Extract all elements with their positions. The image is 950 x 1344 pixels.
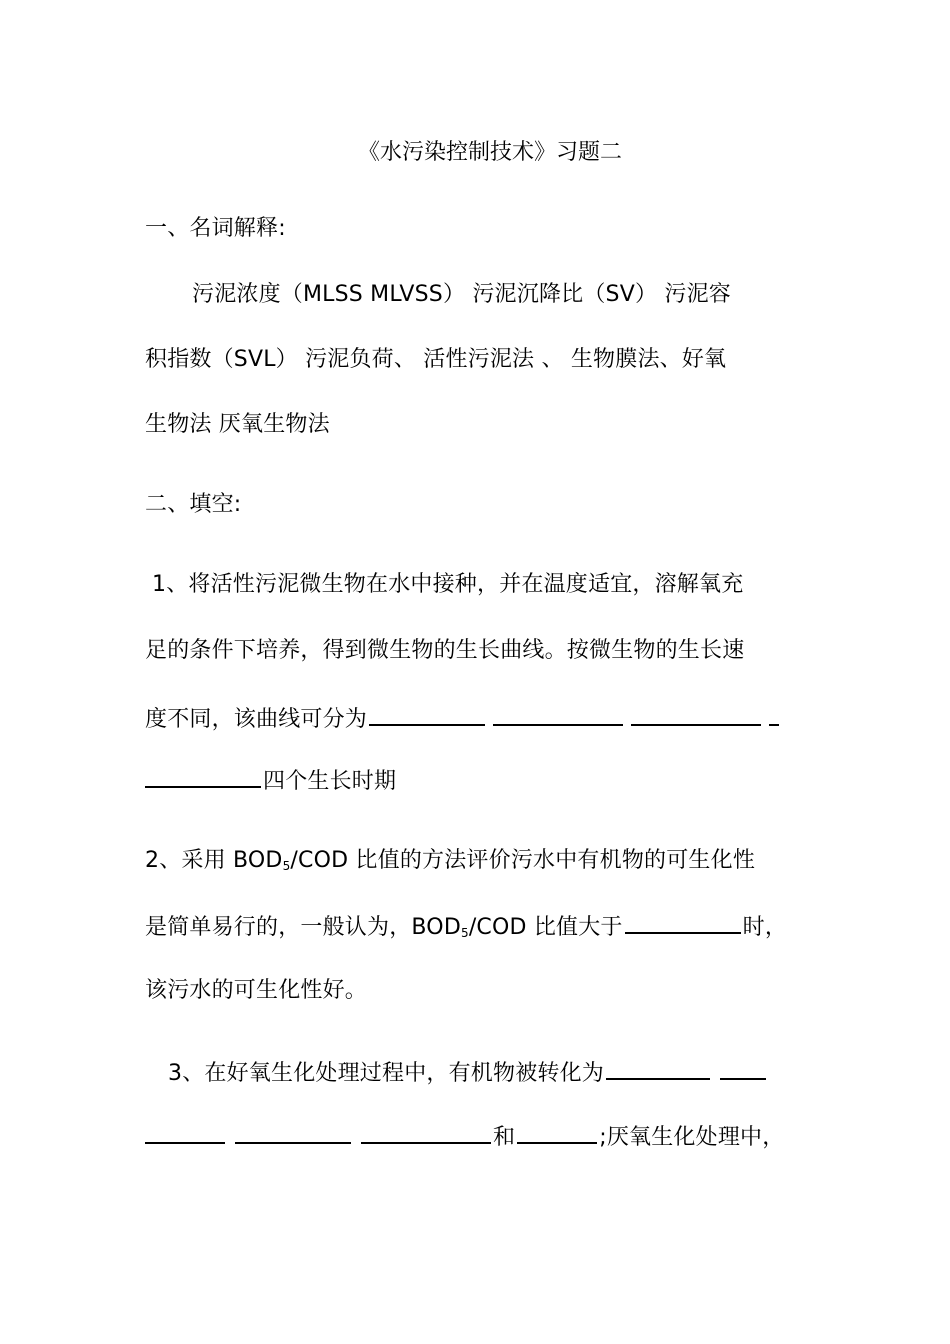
q1-blank-1[interactable] [369, 702, 485, 726]
q3-blank-5[interactable] [517, 1120, 597, 1144]
q3-blank-2-start[interactable] [720, 1056, 766, 1080]
q1-line3-text: 度不同，该曲线可分为 [145, 707, 368, 732]
q3-line2 [145, 1120, 784, 1153]
q2-line3: 该污水的可生化性好。 [145, 978, 368, 1003]
q2-line1-prefix: 2、采用 BOD [145, 848, 283, 873]
q1-blank-3[interactable] [631, 702, 761, 726]
section1-terms-line1: 污泥浓度（MLSS MLVSS） 污泥沉降比（SV） 污泥容 [192, 282, 731, 307]
q3-blank-1[interactable] [606, 1056, 710, 1080]
q3-line2-suffix: ;厌氧生化处理中， [599, 1125, 785, 1150]
q1-blank-2[interactable] [493, 702, 623, 726]
q2-line2-prefix: 是简单易行的，一般认为，BOD [145, 915, 461, 940]
document-title: 《水污染控制技术》习题二 [357, 140, 622, 165]
q2-subscript-2: 5 [460, 926, 469, 940]
q2-line2-mid: /COD 比值大于 [468, 915, 623, 940]
section1-terms-line2: 积指数（SVL） 污泥负荷、 活性污泥法 、 生物膜法、好氧 [145, 347, 727, 372]
q2-line2 [145, 910, 787, 943]
q1-blank-4-start[interactable] [769, 702, 779, 726]
q3-blank-2[interactable] [145, 1120, 225, 1144]
q2-line1-suffix: /COD 比值的方法评价污水中有机物的可生化性 [290, 848, 756, 873]
q3-line1-prefix: 3、在好氧生化处理过程中，有机物被转化为 [168, 1061, 604, 1086]
q2-line1 [145, 846, 755, 876]
q3-and: 和 [493, 1125, 516, 1150]
section1-heading: 一、名词解释: [145, 216, 286, 241]
q1-line4-text: 四个生长时期 [263, 769, 397, 794]
q2-line2-suffix: 时， [742, 915, 788, 940]
q3-blank-4[interactable] [361, 1120, 491, 1144]
q1-line2: 足的条件下培养，得到微生物的生长曲线。按微生物的生长速 [145, 638, 745, 663]
q3-blank-3[interactable] [235, 1120, 351, 1144]
q1-line3 [145, 702, 781, 735]
q3-line1 [168, 1056, 768, 1089]
section1-terms-line3: 生物法 厌氧生物法 [145, 412, 330, 437]
q2-blank[interactable] [625, 910, 741, 934]
q1-line4 [145, 764, 396, 797]
q2-subscript-1: 5 [282, 859, 291, 873]
section2-heading: 二、填空: [145, 492, 242, 517]
q1-blank-4[interactable] [145, 764, 261, 788]
q1-line1: 1、将活性污泥微生物在水中接种，并在温度适宜，溶解氧充 [152, 572, 744, 597]
